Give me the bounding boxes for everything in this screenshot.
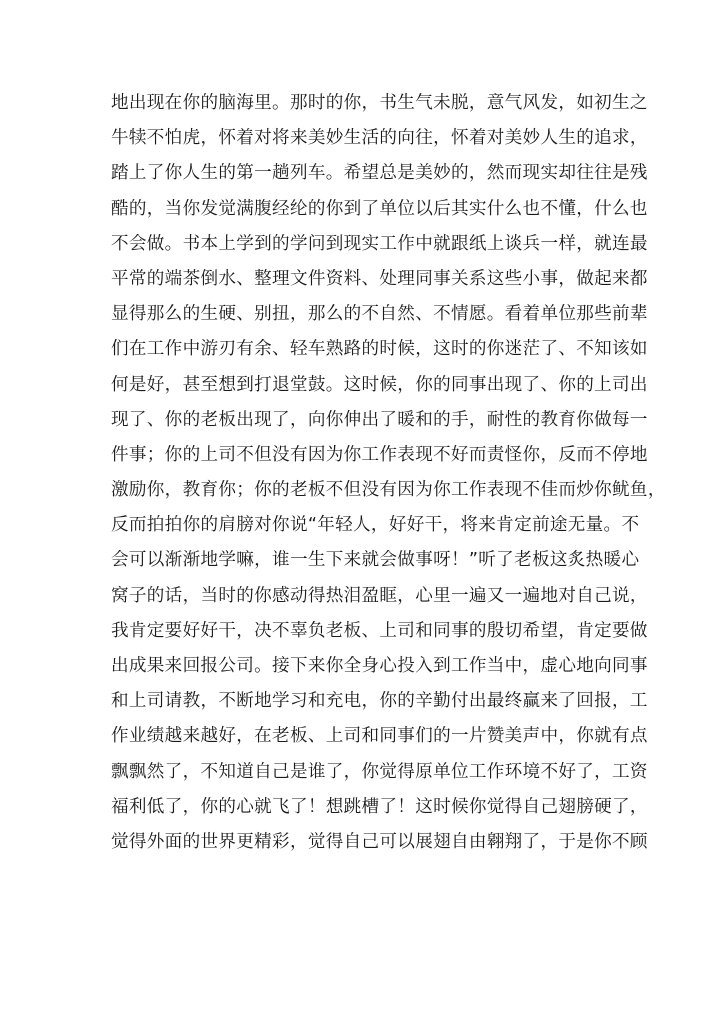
- text-line: 显得那么的生硬、别扭，那么的不自然、不情愿。看着单位那些前辈: [111, 304, 648, 325]
- text-line: 何是好，甚至想到打退堂鼓。这时候，你的同事出现了、你的上司出: [111, 374, 648, 395]
- text-line: 和上司请教，不断地学习和充电，你的辛勤付出最终赢来了回报，工: [111, 691, 648, 712]
- text-line: 牛犊不怕虎，怀着对将来美妙生活的向往，怀着对美妙人生的追求，: [111, 128, 648, 149]
- text-line: 出成果来回报公司。接下来你全身心投入到工作当中，虚心地向同事: [111, 656, 648, 676]
- text-line: 反而拍拍你的肩膀对你说“年轻人，好好干，将来肯定前途无量。不: [111, 515, 640, 536]
- text-line: 平常的端茶倒水、整理文件资料、处理同事关系这些小事，做起来都: [111, 268, 648, 289]
- text-line: 会可以渐渐地学嘛，谁一生下来就会做事呀！”听了老板这炙热暖心: [111, 550, 640, 571]
- body-text: [111, 86, 666, 860]
- text-line: 激励你，教育你；你的老板不但没有因为你工作表现不佳而炒你鱿鱼，: [111, 480, 666, 501]
- text-line: 们在工作中游刃有余、轻车熟路的时候，这时的你迷茫了、不知该如: [111, 339, 648, 360]
- text-line: 作业绩越来越好，在老板、上司和同事们的一片赞美声中，你就有点: [111, 726, 648, 747]
- text-line: 窝子的话，当时的你感动得热泪盈眶，心里一遍又一遍地对自己说，: [111, 585, 648, 606]
- text-line: 觉得外面的世界更精彩，觉得自己可以展翅自由翱翔了，于是你不顾: [111, 831, 648, 852]
- text-line: 我肯定要好好干，决不辜负老板、上司和同事的殷切希望，肯定要做: [111, 620, 648, 641]
- text-line: 现了、你的老板出现了，向你伸出了暖和的手，耐性的教育你做每一: [111, 409, 648, 430]
- text-line: 踏上了你人生的第一趟列车。希望总是美妙的，然而现实却往往是残: [111, 163, 648, 184]
- text-line: 件事；你的上司不但没有因为你工作表现不好而责怪你，反而不停地: [111, 444, 648, 465]
- text-line: 福利低了，你的心就飞了！想跳槽了！这时候你觉得自己翅膀硬了，: [111, 796, 648, 817]
- text-line: 不会做。书本上学到的学问到现实工作中就跟纸上谈兵一样，就连最: [111, 233, 648, 254]
- text-line: 飘飘然了，不知道自己是谁了，你觉得原单位工作环境不好了，工资: [111, 761, 648, 782]
- text-line: 酷的，当你发觉满腹经纶的你到了单位以后其实什么也不懂，什么也: [111, 198, 648, 219]
- text-line: 地出现在你的脑海里。那时的你，书生气未脱，意气风发，如初生之: [111, 93, 648, 113]
